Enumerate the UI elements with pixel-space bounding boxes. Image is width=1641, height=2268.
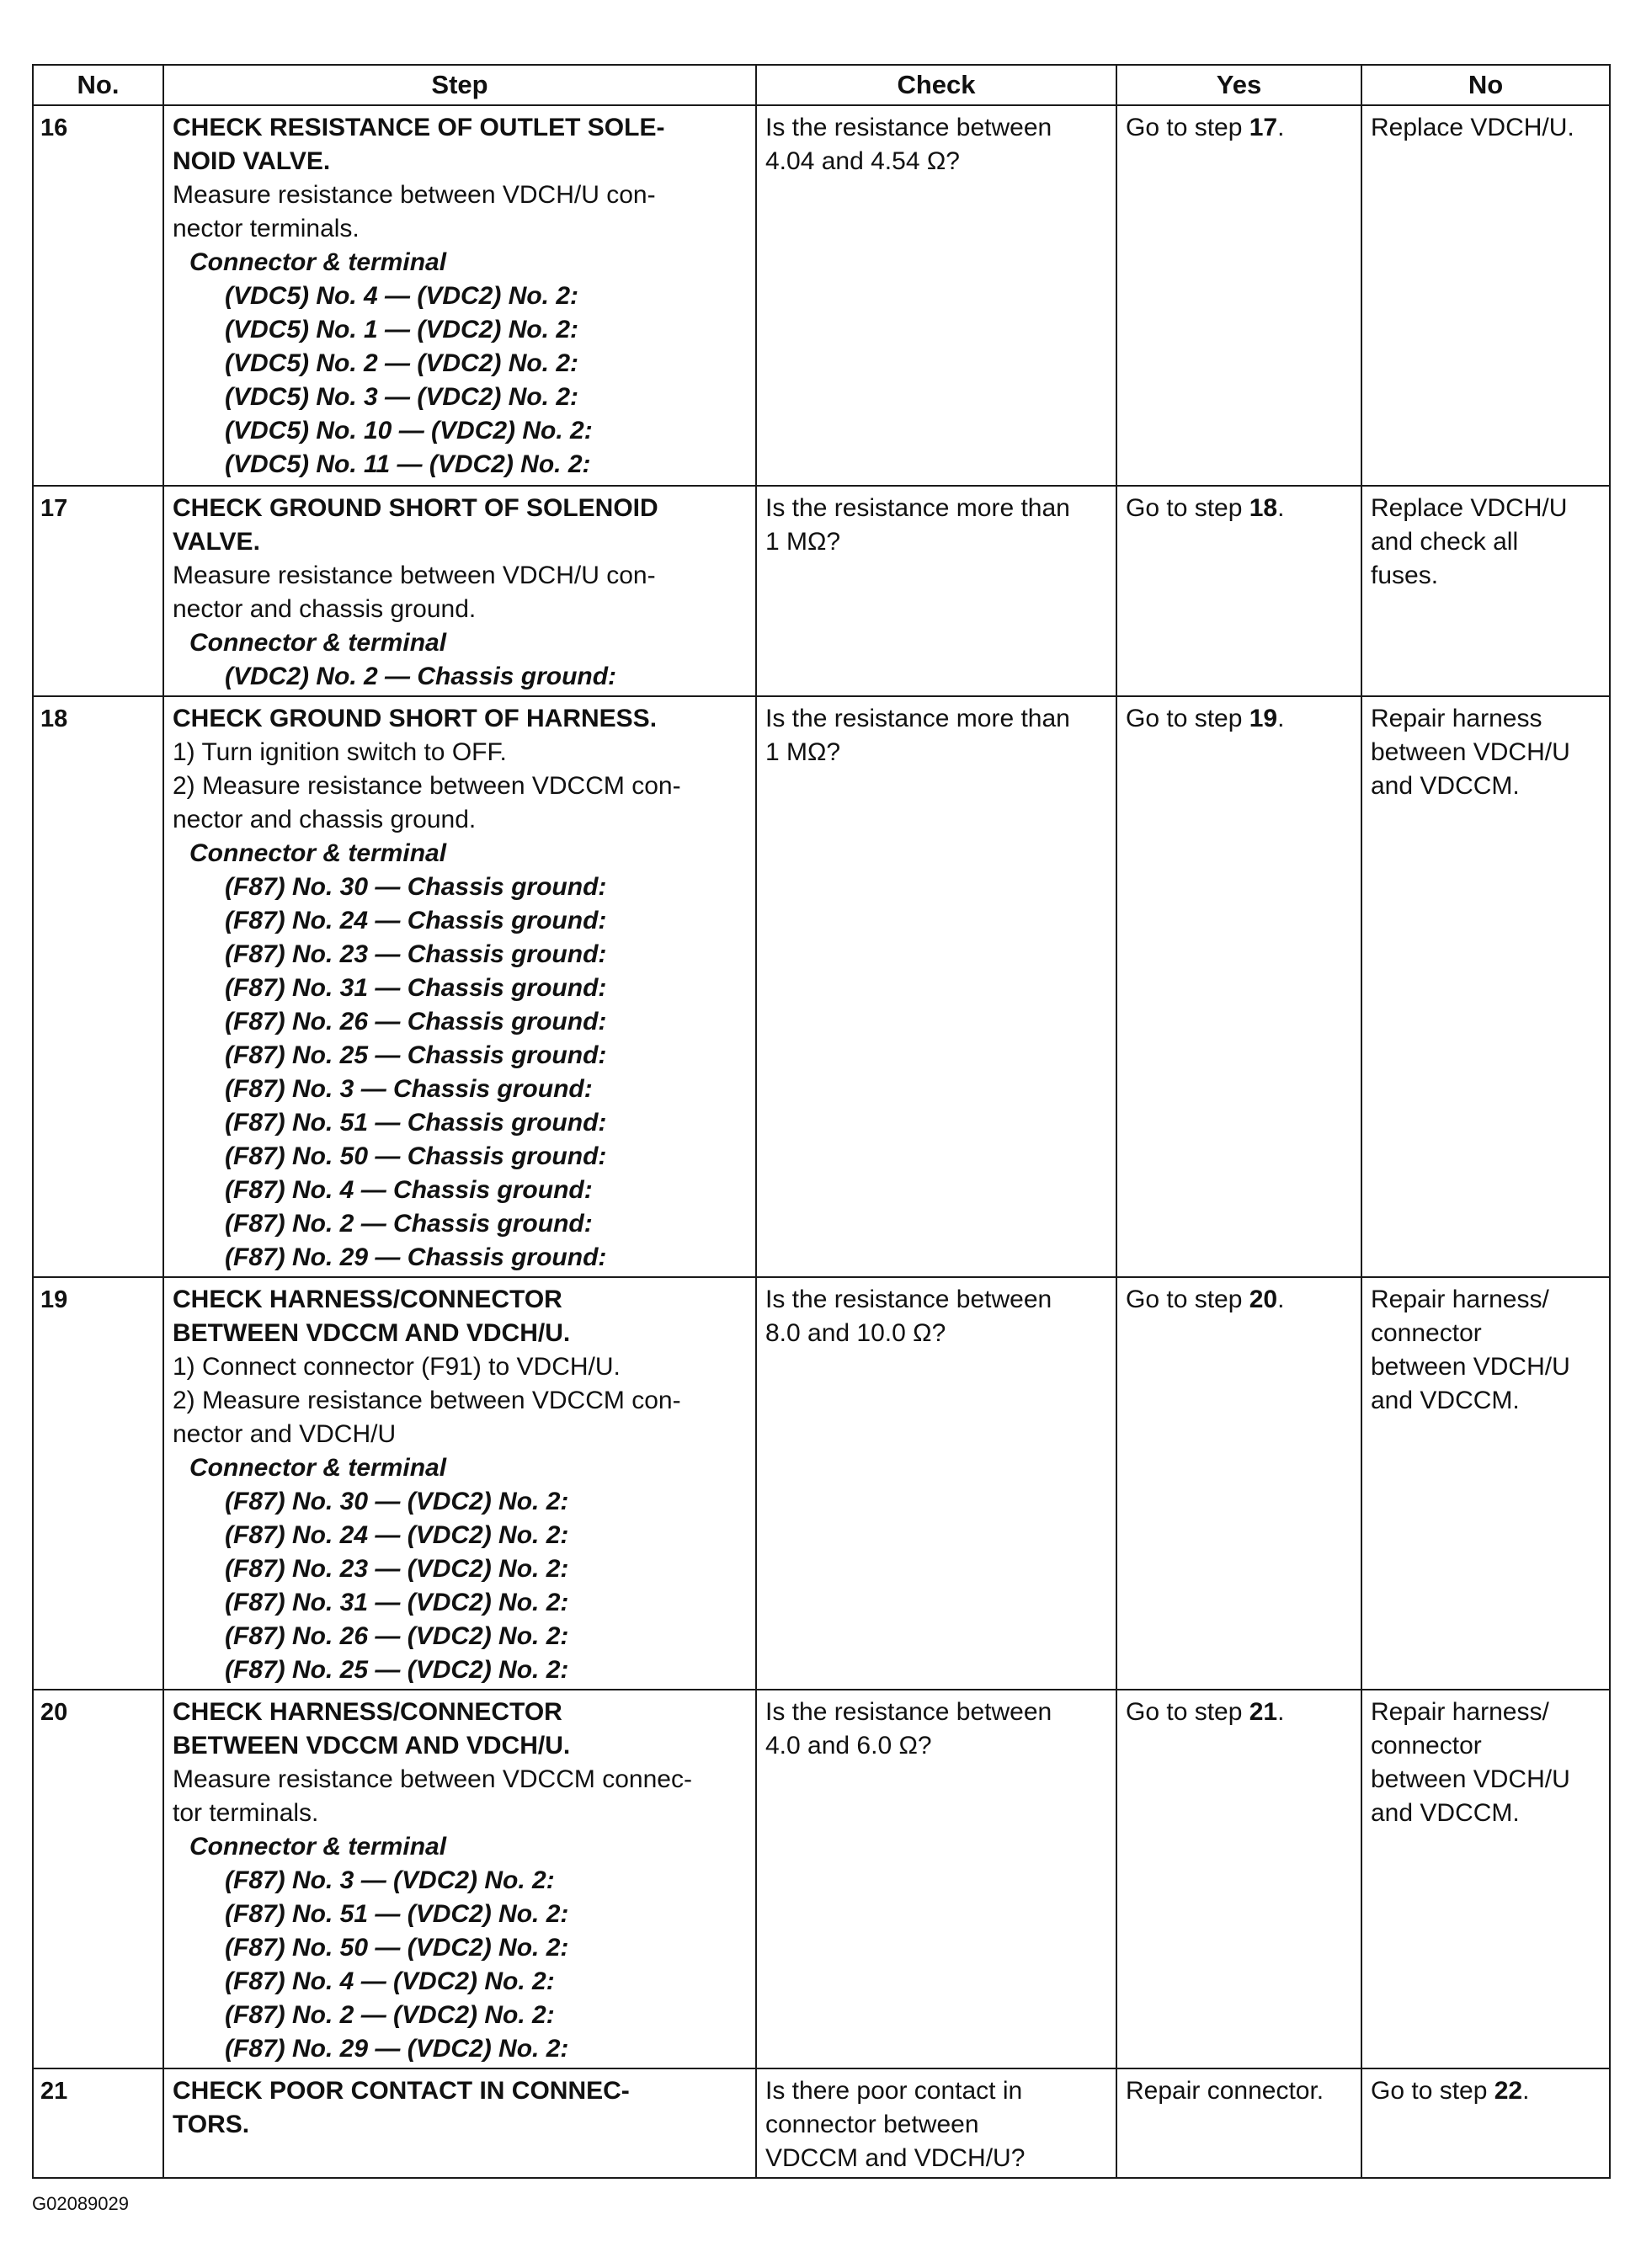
yes-cell	[1116, 105, 1361, 486]
terminal-pair: (F87) No. 23 — (VDC2) No. 2:	[225, 1555, 569, 1583]
check-cell: Is the resistance more than 1 MΩ?	[756, 486, 1116, 696]
step-title: CHECK RESISTANCE OF OUTLET SOLE- NOID VALVE.	[173, 114, 665, 175]
step-cell	[163, 486, 756, 696]
table-row	[33, 486, 1610, 696]
col-header-yes: Yes	[1116, 65, 1361, 105]
check-cell: Is the resistance between 4.04 and 4.54 Ω?	[756, 105, 1116, 486]
step-instruction: nector and chassis ground.	[173, 806, 477, 833]
col-header-step: Step	[163, 65, 756, 105]
terminal-pair: (F87) No. 25 — (VDC2) No. 2:	[225, 1656, 569, 1684]
step-number: 21	[33, 2068, 163, 2178]
step-number: 18	[33, 696, 163, 1277]
terminal-pair: (VDC5) No. 2 — (VDC2) No. 2:	[225, 349, 579, 377]
yes-text-end: .	[1277, 114, 1285, 141]
check-cell: Is the resistance more than 1 MΩ?	[756, 696, 1116, 1277]
table-row	[33, 2068, 1610, 2178]
step-instruction: tor terminals.	[173, 1799, 319, 1827]
step-number: 17	[33, 486, 163, 696]
table-row	[33, 1277, 1610, 1690]
terminal-pair: (F87) No. 2 — (VDC2) No. 2:	[225, 2001, 555, 2029]
yes-text: Go to step	[1126, 1286, 1249, 1313]
yes-text: Repair connector.	[1126, 2077, 1324, 2105]
terminal-pair: (VDC5) No. 10 — (VDC2) No. 2:	[225, 417, 593, 445]
yes-cell	[1116, 1277, 1361, 1690]
check-cell: Is there poor contact in connector between VDCCM and VDCH/U?	[756, 2068, 1116, 2178]
step-title: CHECK GROUND SHORT OF HARNESS.	[173, 705, 658, 732]
connector-terminal-header: Connector & terminal	[189, 1454, 447, 1482]
step-instruction: 2) Measure resistance between VDCCM con-	[173, 1387, 681, 1414]
yes-text: Go to step	[1126, 114, 1249, 141]
connector-terminal-header: Connector & terminal	[189, 629, 447, 657]
yes-text-end: .	[1277, 494, 1285, 522]
no-cell	[1361, 696, 1610, 1277]
terminal-pair: (F87) No. 50 — (VDC2) No. 2:	[225, 1934, 569, 1962]
terminal-pair: (F87) No. 3 — (VDC2) No. 2:	[225, 1866, 555, 1894]
step-title: CHECK POOR CONTACT IN CONNEC- TORS.	[173, 2077, 630, 2138]
terminal-pair: (F87) No. 2 — Chassis ground:	[225, 1210, 593, 1238]
no-text: Replace VDCH/U.	[1371, 114, 1574, 141]
terminal-pair: (VDC5) No. 4 — (VDC2) No. 2:	[225, 282, 579, 310]
no-cell	[1361, 105, 1610, 486]
col-header-no-action: No	[1361, 65, 1610, 105]
yes-text-end: .	[1277, 705, 1285, 732]
terminal-pair: (F87) No. 30 — (VDC2) No. 2:	[225, 1488, 569, 1515]
yes-cell	[1116, 696, 1361, 1277]
terminal-pair: (VDC5) No. 1 — (VDC2) No. 2:	[225, 316, 579, 343]
terminal-pair: (F87) No. 31 — (VDC2) No. 2:	[225, 1589, 569, 1616]
terminal-pair: (F87) No. 25 — Chassis ground:	[225, 1041, 607, 1069]
step-cell	[163, 1690, 756, 2068]
yes-text-end: .	[1277, 1286, 1285, 1313]
connector-terminal-header: Connector & terminal	[189, 1833, 447, 1861]
terminal-pair: (VDC2) No. 2 — Chassis ground:	[225, 663, 617, 690]
step-instruction: Measure resistance between VDCCM connec-	[173, 1765, 692, 1793]
connector-terminal-header: Connector & terminal	[189, 248, 447, 276]
figure-code: G02089029	[32, 2193, 129, 2214]
terminal-pair: (F87) No. 51 — (VDC2) No. 2:	[225, 1900, 569, 1928]
terminal-pair: (F87) No. 24 — (VDC2) No. 2:	[225, 1521, 569, 1549]
step-instruction: 2) Measure resistance between VDCCM con-	[173, 772, 681, 800]
step-cell	[163, 696, 756, 1277]
step-number: 20	[33, 1690, 163, 2068]
step-instruction: Measure resistance between VDCH/U con-	[173, 562, 656, 589]
step-cell	[163, 2068, 756, 2178]
no-text: Go to step	[1371, 2077, 1494, 2105]
no-text: Repair harness/ connector between VDCH/U and VDCCM.	[1371, 1286, 1570, 1414]
connector-terminal-header: Connector & terminal	[189, 839, 447, 867]
terminal-pair: (F87) No. 29 — Chassis ground:	[225, 1243, 607, 1271]
step-instruction: Measure resistance between VDCH/U con-	[173, 181, 656, 209]
yes-text-end: .	[1277, 1698, 1285, 1726]
terminal-pair: (VDC5) No. 3 — (VDC2) No. 2:	[225, 383, 579, 411]
table-row	[33, 105, 1610, 486]
terminal-pair: (F87) No. 3 — Chassis ground:	[225, 1075, 593, 1103]
yes-step-ref: 17	[1249, 114, 1278, 141]
terminal-pair: (VDC5) No. 11 — (VDC2) No. 2:	[225, 450, 591, 478]
yes-step-ref: 20	[1249, 1286, 1278, 1313]
no-cell	[1361, 1277, 1610, 1690]
step-title: CHECK HARNESS/CONNECTOR BETWEEN VDCCM AND VDCH/U.	[173, 1286, 571, 1347]
yes-text: Go to step	[1126, 705, 1249, 732]
check-cell: Is the resistance between 4.0 and 6.0 Ω?	[756, 1690, 1116, 2068]
terminal-pair: (F87) No. 26 — (VDC2) No. 2:	[225, 1622, 569, 1650]
yes-cell	[1116, 486, 1361, 696]
step-number: 16	[33, 105, 163, 486]
yes-cell	[1116, 1690, 1361, 2068]
yes-step-ref: 21	[1249, 1698, 1278, 1726]
table-row	[33, 696, 1610, 1277]
header-row	[33, 65, 1610, 105]
step-title: CHECK HARNESS/CONNECTOR BETWEEN VDCCM AND VDCH/U.	[173, 1698, 571, 1760]
terminal-pair: (F87) No. 50 — Chassis ground:	[225, 1142, 607, 1170]
yes-step-ref: 18	[1249, 494, 1278, 522]
col-header-no: No.	[33, 65, 163, 105]
yes-text: Go to step	[1126, 494, 1249, 522]
no-cell	[1361, 486, 1610, 696]
step-title: CHECK GROUND SHORT OF SOLENOID VALVE.	[173, 494, 658, 556]
yes-text: Go to step	[1126, 1698, 1249, 1726]
troubleshooting-table	[32, 64, 1609, 2179]
step-instruction: nector and chassis ground.	[173, 595, 477, 623]
step-instruction: 1) Connect connector (F91) to VDCH/U.	[173, 1353, 621, 1381]
terminal-pair: (F87) No. 29 — (VDC2) No. 2:	[225, 2035, 569, 2063]
step-cell	[163, 1277, 756, 1690]
table-row	[33, 1690, 1610, 2068]
no-cell	[1361, 2068, 1610, 2178]
col-header-check: Check	[756, 65, 1116, 105]
terminal-pair: (F87) No. 30 — Chassis ground:	[225, 873, 607, 901]
terminal-pair: (F87) No. 51 — Chassis ground:	[225, 1109, 607, 1137]
no-cell	[1361, 1690, 1610, 2068]
terminal-pair: (F87) No. 4 — Chassis ground:	[225, 1176, 593, 1204]
no-text-end: .	[1522, 2077, 1530, 2105]
no-text: Repair harness between VDCH/U and VDCCM.	[1371, 705, 1570, 800]
yes-cell	[1116, 2068, 1361, 2178]
no-step-ref: 22	[1494, 2077, 1523, 2105]
step-instruction: nector terminals.	[173, 215, 360, 242]
step-instruction: 1) Turn ignition switch to OFF.	[173, 738, 507, 766]
step-number: 19	[33, 1277, 163, 1690]
terminal-pair: (F87) No. 4 — (VDC2) No. 2:	[225, 1967, 555, 1995]
step-instruction: nector and VDCH/U	[173, 1420, 397, 1448]
terminal-pair: (F87) No. 24 — Chassis ground:	[225, 907, 607, 934]
terminal-pair: (F87) No. 26 — Chassis ground:	[225, 1008, 607, 1036]
terminal-pair: (F87) No. 31 — Chassis ground:	[225, 974, 607, 1002]
no-text: Repair harness/ connector between VDCH/U and VDCCM.	[1371, 1698, 1570, 1827]
check-cell: Is the resistance between 8.0 and 10.0 Ω?	[756, 1277, 1116, 1690]
yes-step-ref: 19	[1249, 705, 1278, 732]
step-cell	[163, 105, 756, 486]
terminal-pair: (F87) No. 23 — Chassis ground:	[225, 940, 607, 968]
no-text: Replace VDCH/U and check all fuses.	[1371, 494, 1568, 589]
